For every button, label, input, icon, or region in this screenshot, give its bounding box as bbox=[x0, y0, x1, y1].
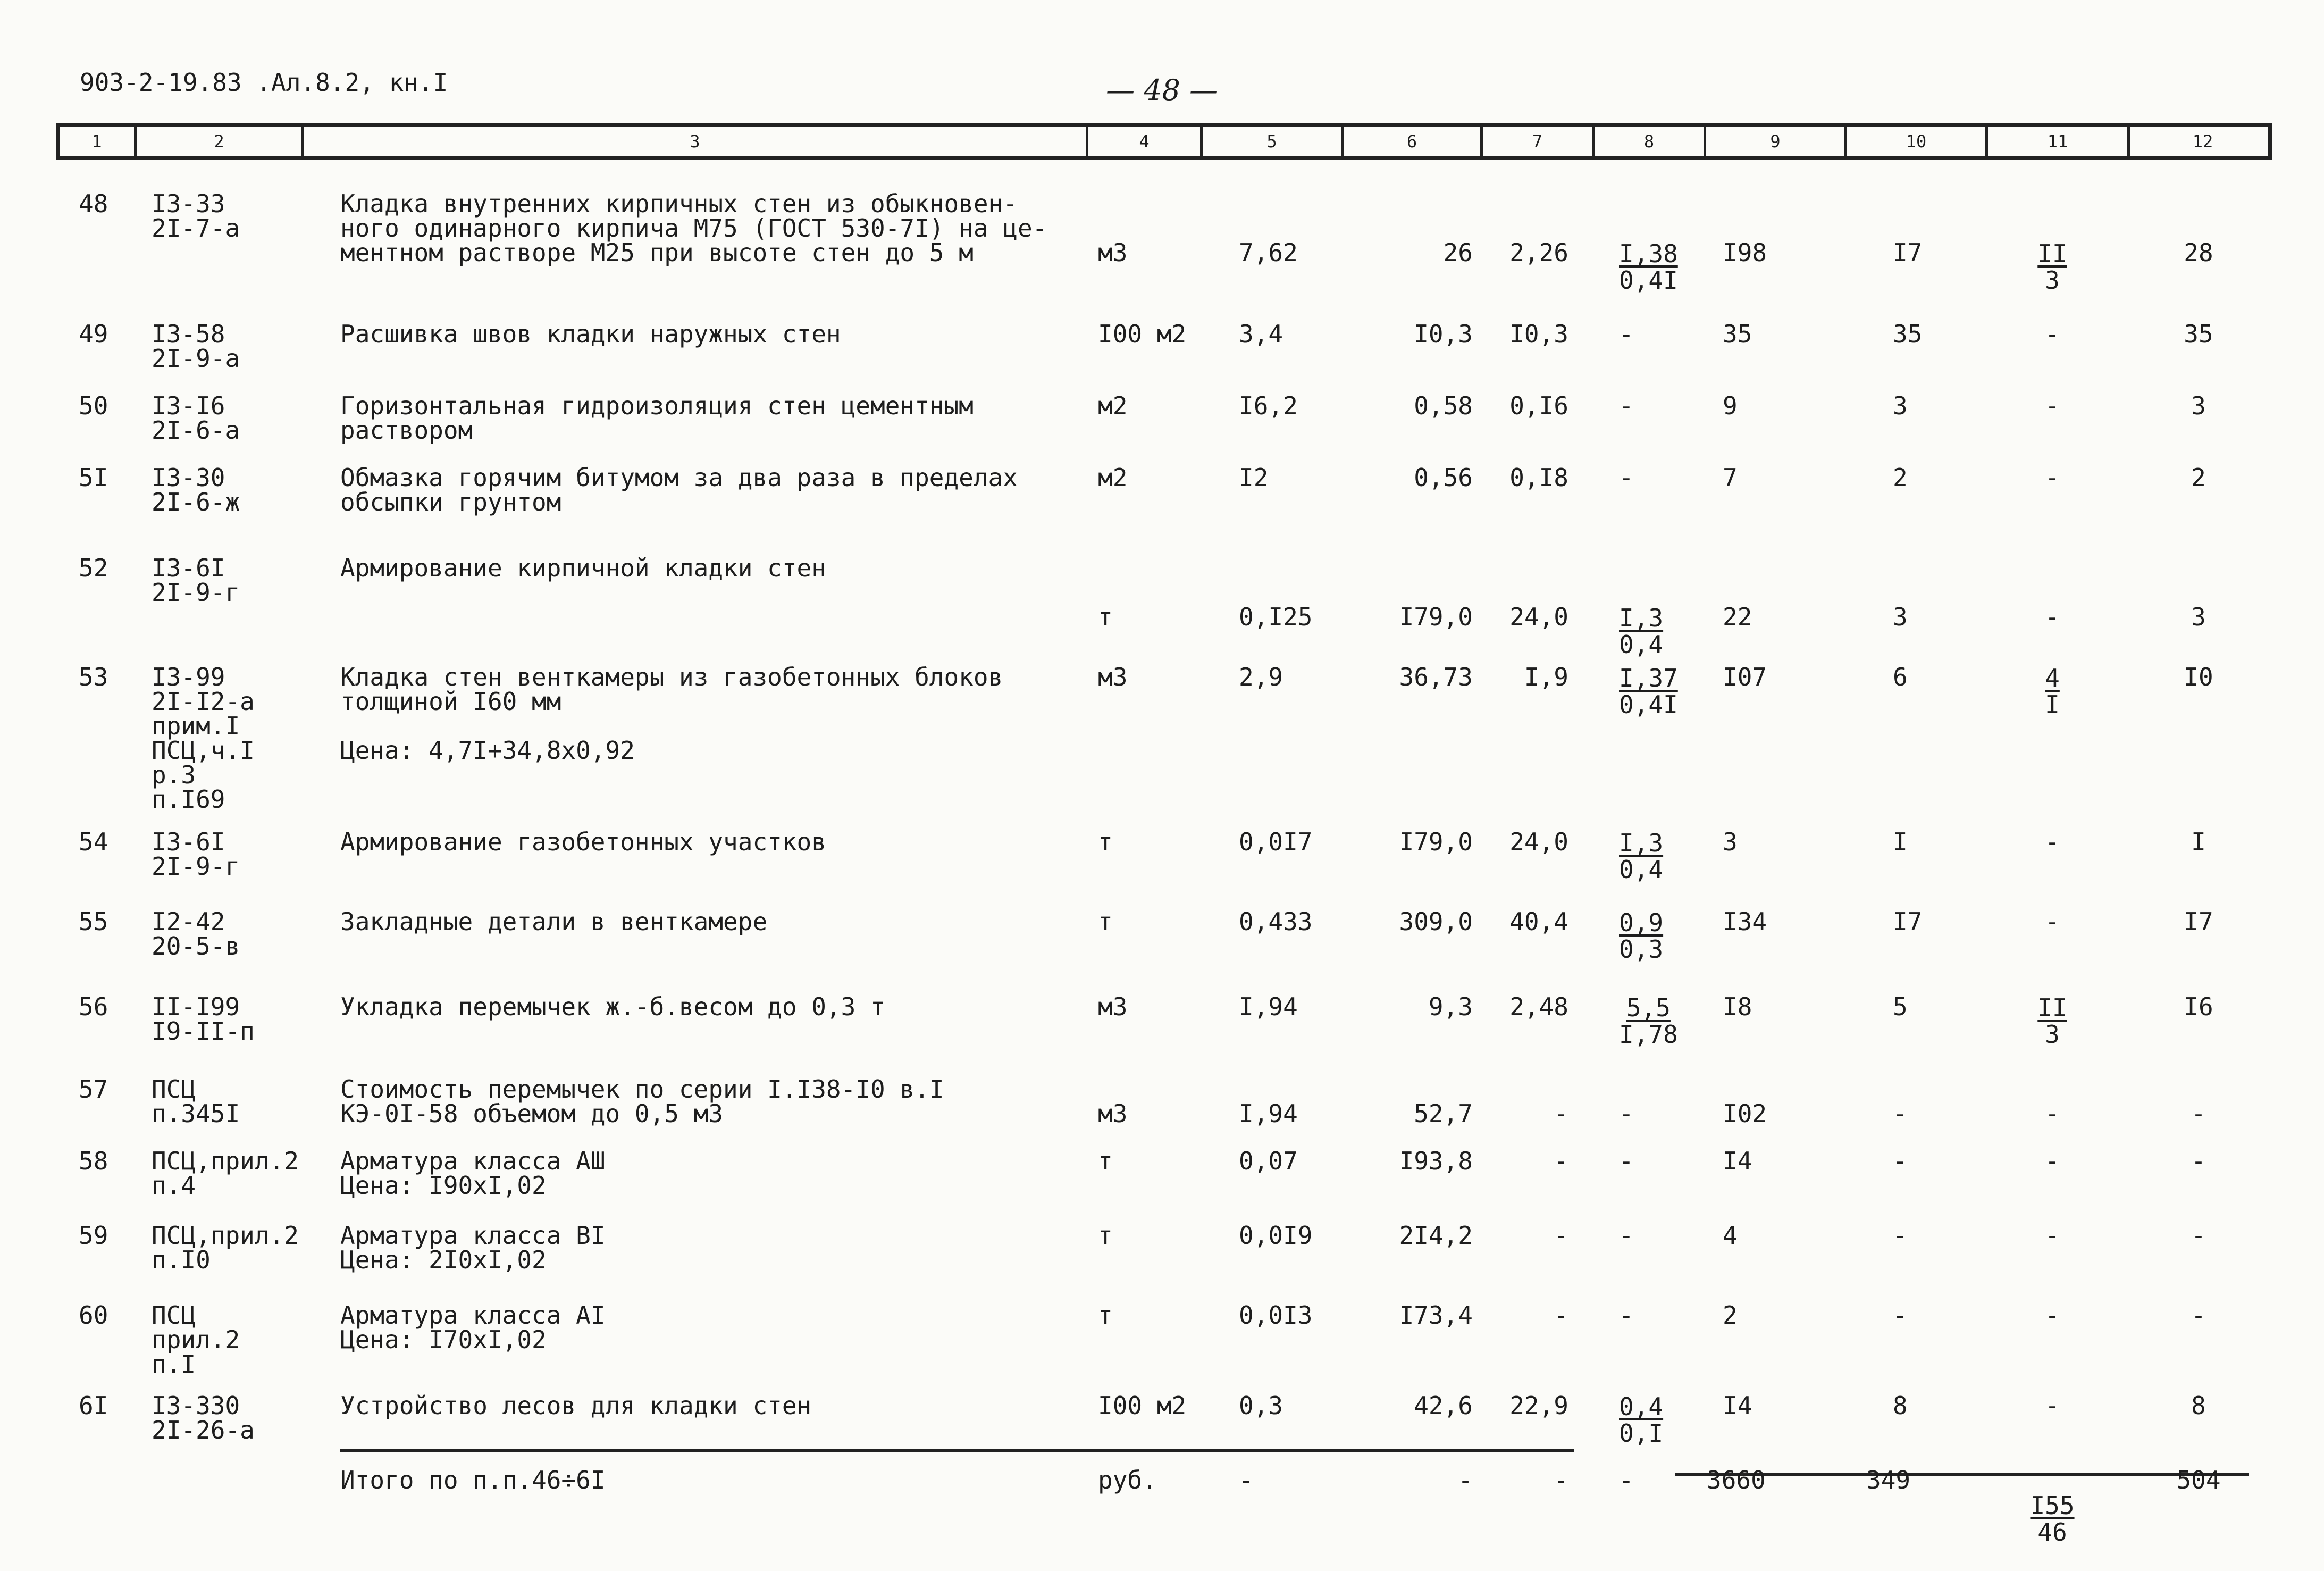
row-code: I3-330 2I-26-а bbox=[152, 1391, 255, 1444]
total-unit: руб. bbox=[1098, 1466, 1157, 1494]
row-unit: м2 bbox=[1098, 391, 1128, 420]
row-description: Армирование газобетонных участков bbox=[340, 828, 826, 856]
row-total: 35 bbox=[1723, 320, 1752, 348]
row-quantity: 0,0I9 bbox=[1239, 1221, 1313, 1250]
row-wage: - bbox=[1554, 1147, 1568, 1175]
row-unit-price: 2I4,2 bbox=[1399, 1221, 1473, 1250]
row-total: I8 bbox=[1723, 992, 1752, 1021]
row-col8-top: 0,4 bbox=[1619, 1392, 1664, 1421]
row-col8-top: I,38 bbox=[1619, 239, 1678, 268]
row-code: I3-6I 2I-9-г bbox=[152, 554, 240, 607]
row-col11: - bbox=[2045, 1301, 2060, 1330]
row-total: I98 bbox=[1723, 238, 1767, 267]
row-col12: 8 bbox=[2191, 1391, 2206, 1420]
row-col8: - bbox=[1619, 463, 1634, 492]
row-number: 53 bbox=[79, 663, 108, 691]
row-col10: - bbox=[1893, 1099, 1908, 1128]
row-wage: - bbox=[1554, 1221, 1568, 1250]
row-quantity: I,94 bbox=[1239, 992, 1298, 1021]
row-unit-price: 36,73 bbox=[1399, 663, 1473, 691]
total-price: - bbox=[1458, 1466, 1473, 1494]
row-col10: 6 bbox=[1893, 663, 1908, 691]
row-description: Арматура класса BI Цена: 2I0хI,02 bbox=[340, 1221, 606, 1274]
row-number: 59 bbox=[79, 1221, 108, 1250]
row-col11: - bbox=[2045, 828, 2060, 856]
row-col8 bbox=[1619, 665, 1704, 718]
col-header-9: 9 bbox=[1706, 127, 1847, 156]
row-unit: м3 bbox=[1098, 238, 1128, 267]
row-unit: м3 bbox=[1098, 992, 1128, 1021]
row-wage: - bbox=[1554, 1099, 1568, 1128]
row-unit-price: 9,3 bbox=[1428, 992, 1473, 1021]
row-number: 48 bbox=[79, 189, 108, 218]
row-col8: - bbox=[1619, 1099, 1634, 1128]
row-col8 bbox=[1619, 1393, 1704, 1447]
document-code: 903-2-19.83 .Ал.8.2, кн.I bbox=[80, 68, 448, 97]
row-code: I3-6I 2I-9-г bbox=[152, 828, 240, 881]
row-col8-bottom: 0,4 bbox=[1619, 630, 1664, 659]
row-quantity: 0,433 bbox=[1239, 907, 1313, 936]
row-code: I3-33 2I-7-а bbox=[152, 189, 240, 243]
total-separator-line bbox=[340, 1449, 1574, 1452]
row-description: Кладка стен венткамеры из газобетонных блоков толщиной I60 мм Цена: 4,7I+34,8х0,92 bbox=[340, 663, 1003, 765]
row-col8-top: I,3 bbox=[1619, 829, 1664, 857]
col-header-5: 5 bbox=[1203, 127, 1344, 156]
row-col8-bottom: 0,3 bbox=[1619, 935, 1664, 964]
row-col8: - bbox=[1619, 391, 1634, 420]
row-code: II-I99 I9-II-п bbox=[152, 992, 255, 1046]
row-unit: т bbox=[1098, 1147, 1113, 1175]
row-total: I4 bbox=[1723, 1391, 1752, 1420]
row-number: 49 bbox=[79, 320, 108, 348]
row-unit-price: 42,6 bbox=[1414, 1391, 1473, 1420]
row-description: Армирование кирпичной кладки стен bbox=[340, 554, 826, 582]
row-total: 4 bbox=[1723, 1221, 1738, 1250]
row-unit-price: I93,8 bbox=[1399, 1147, 1473, 1175]
row-number: 58 bbox=[79, 1147, 108, 1175]
row-wage: 24,0 bbox=[1509, 603, 1568, 631]
row-col8: - bbox=[1619, 320, 1634, 348]
row-unit: т bbox=[1098, 828, 1113, 856]
row-col8-top: 0,9 bbox=[1619, 908, 1664, 937]
row-col10: - bbox=[1893, 1147, 1908, 1175]
row-col12: I bbox=[2191, 828, 2206, 856]
row-col12: - bbox=[2191, 1221, 2206, 1250]
row-description: Укладка перемычек ж.-б.весом до 0,3 т bbox=[340, 992, 885, 1021]
total-wage: - bbox=[1554, 1466, 1568, 1494]
col-header-1: 1 bbox=[60, 127, 137, 156]
row-unit-price: I79,0 bbox=[1399, 603, 1473, 631]
row-col8-top: I,3 bbox=[1619, 604, 1664, 632]
row-col12: 35 bbox=[2184, 320, 2213, 348]
row-quantity: 0,3 bbox=[1239, 1391, 1283, 1420]
row-col11: - bbox=[2045, 1221, 2060, 1250]
total-col10: 349 bbox=[1866, 1466, 1911, 1494]
row-col10: 5 bbox=[1893, 992, 1908, 1021]
row-code: ПСЦ,прил.2 п.I0 bbox=[152, 1221, 299, 1274]
col-header-7: 7 bbox=[1483, 127, 1595, 156]
row-unit-price: 309,0 bbox=[1399, 907, 1473, 936]
col-header-6: 6 bbox=[1344, 127, 1483, 156]
row-description: Расшивка швов кладки наружных стен bbox=[340, 320, 841, 348]
row-unit: м2 bbox=[1098, 463, 1128, 492]
row-col11: - bbox=[2045, 463, 2060, 492]
row-col11: - bbox=[2045, 907, 2060, 936]
row-col10: 2 bbox=[1893, 463, 1908, 492]
row-quantity: 0,I25 bbox=[1239, 603, 1313, 631]
row-quantity: I2 bbox=[1239, 463, 1269, 492]
row-description: Устройство лесов для кладки стен bbox=[340, 1391, 812, 1420]
row-wage: 2,48 bbox=[1509, 992, 1568, 1021]
row-quantity: 2,9 bbox=[1239, 663, 1283, 691]
row-col11: - bbox=[2045, 1391, 2060, 1420]
row-number: 6I bbox=[79, 1391, 108, 1420]
col-header-10: 10 bbox=[1847, 127, 1988, 156]
row-description: Обмазка горячим битумом за два раза в пределах обсыпки грунтом bbox=[340, 463, 1018, 516]
total-col12: 504 bbox=[2176, 1466, 2221, 1494]
row-total: 2 bbox=[1723, 1301, 1738, 1330]
row-number: 60 bbox=[79, 1301, 108, 1330]
row-total: 9 bbox=[1723, 391, 1738, 420]
row-col12: - bbox=[2191, 1099, 2206, 1128]
row-col11: - bbox=[2045, 391, 2060, 420]
row-quantity: I,94 bbox=[1239, 1099, 1298, 1128]
row-col8 bbox=[1619, 909, 1704, 963]
row-quantity: 0,07 bbox=[1239, 1147, 1298, 1175]
row-code: I3-I6 2I-6-а bbox=[152, 391, 240, 445]
row-col8: - bbox=[1619, 1147, 1634, 1175]
row-col12: 2 bbox=[2191, 463, 2206, 492]
row-total: I4 bbox=[1723, 1147, 1752, 1175]
row-col11-top: II bbox=[2037, 993, 2067, 1022]
row-number: 55 bbox=[79, 907, 108, 936]
row-code: I3-30 2I-6-ж bbox=[152, 463, 240, 516]
row-col11-top: 4 bbox=[2045, 664, 2060, 692]
row-col10: 8 bbox=[1893, 1391, 1908, 1420]
col-header-4: 4 bbox=[1088, 127, 1203, 156]
row-code: ПСЦ прил.2 п.I bbox=[152, 1301, 240, 1378]
row-col8-bottom: 0,4 bbox=[1619, 855, 1664, 884]
row-wage: - bbox=[1554, 1301, 1568, 1330]
total-sum: 3660 bbox=[1707, 1466, 1766, 1494]
page-number: — 48 — bbox=[1106, 73, 1219, 107]
col-header-3: 3 bbox=[304, 127, 1088, 156]
row-col12: 3 bbox=[2191, 603, 2206, 631]
row-col11-bottom: I bbox=[2045, 690, 2060, 719]
row-total: I34 bbox=[1723, 907, 1767, 936]
row-unit: м3 bbox=[1098, 663, 1128, 691]
row-col11: - bbox=[2045, 1099, 2060, 1128]
row-unit-price: 52,7 bbox=[1414, 1099, 1473, 1128]
row-wage: I0,3 bbox=[1509, 320, 1568, 348]
row-quantity: 0,0I3 bbox=[1239, 1301, 1313, 1330]
row-col12: I7 bbox=[2184, 907, 2213, 936]
row-col10: I bbox=[1893, 828, 1908, 856]
row-number: 50 bbox=[79, 391, 108, 420]
column-header-row bbox=[56, 123, 2272, 160]
row-wage: 2,26 bbox=[1509, 238, 1568, 267]
row-quantity: 7,62 bbox=[1239, 238, 1298, 267]
row-col10: 35 bbox=[1893, 320, 1923, 348]
row-number: 5I bbox=[79, 463, 108, 492]
row-col10: I7 bbox=[1893, 238, 1923, 267]
row-description: Закладные детали в венткамере bbox=[340, 907, 768, 936]
row-description: Стоимость перемычек по серии I.I38-I0 в.I КЭ-0I-58 объемом до 0,5 м3 bbox=[340, 1075, 944, 1128]
row-unit-price: I73,4 bbox=[1399, 1301, 1473, 1330]
row-col10: 3 bbox=[1893, 391, 1908, 420]
row-quantity: 3,4 bbox=[1239, 320, 1283, 348]
row-unit: т bbox=[1098, 1221, 1113, 1250]
row-col11: - bbox=[2045, 1147, 2060, 1175]
row-col11-bottom: 3 bbox=[2045, 1020, 2060, 1049]
row-total: 22 bbox=[1723, 603, 1752, 631]
total-col11-bottom: 46 bbox=[2037, 1518, 2067, 1547]
row-code: ПСЦ,прил.2 п.4 bbox=[152, 1147, 299, 1200]
row-col12: - bbox=[2191, 1301, 2206, 1330]
row-col12: - bbox=[2191, 1147, 2206, 1175]
row-number: 57 bbox=[79, 1075, 108, 1104]
row-col11: - bbox=[2045, 603, 2060, 631]
row-unit: I00 м2 bbox=[1098, 1391, 1187, 1420]
row-col8 bbox=[1619, 240, 1704, 294]
row-col11: - bbox=[2045, 320, 2060, 348]
row-code: I3-99 2I-I2-а прим.I ПСЦ,ч.I р.3 п.I69 bbox=[152, 663, 255, 814]
total-col8: - bbox=[1619, 1466, 1634, 1494]
row-col12: I6 bbox=[2184, 992, 2213, 1021]
row-col8-bottom: I,78 bbox=[1619, 1020, 1678, 1049]
col-header-2: 2 bbox=[137, 127, 304, 156]
row-code: I3-58 2I-9-а bbox=[152, 320, 240, 373]
row-unit: т bbox=[1098, 907, 1113, 936]
row-wage: 0,I6 bbox=[1509, 391, 1568, 420]
row-col12: 3 bbox=[2191, 391, 2206, 420]
total-col11 bbox=[2020, 1468, 2084, 1545]
row-total: 7 bbox=[1723, 463, 1738, 492]
row-col11 bbox=[2020, 995, 2084, 1048]
row-quantity: I6,2 bbox=[1239, 391, 1298, 420]
row-wage: 24,0 bbox=[1509, 828, 1568, 856]
row-col11 bbox=[2020, 665, 2084, 718]
row-total: I07 bbox=[1723, 663, 1767, 691]
row-col8-top: I,37 bbox=[1619, 664, 1678, 692]
row-unit-price: 26 bbox=[1443, 238, 1473, 267]
row-unit: т bbox=[1098, 603, 1113, 631]
total-label: Итого по п.п.46÷6I bbox=[340, 1466, 606, 1494]
row-col8: - bbox=[1619, 1301, 1634, 1330]
row-unit: т bbox=[1098, 1301, 1113, 1330]
row-col8: - bbox=[1619, 1221, 1634, 1250]
col-header-8: 8 bbox=[1595, 127, 1706, 156]
row-description: Горизонтальная гидроизоляция стен цементным раствором bbox=[340, 391, 974, 445]
row-col8-bottom: 0,4I bbox=[1619, 690, 1678, 719]
row-unit-price: 0,58 bbox=[1414, 391, 1473, 420]
total-qty: - bbox=[1239, 1466, 1254, 1494]
row-unit-price: I0,3 bbox=[1414, 320, 1473, 348]
row-unit: I00 м2 bbox=[1098, 320, 1187, 348]
row-description: Арматура класса АI Цена: I70хI,02 bbox=[340, 1301, 606, 1354]
row-col10: I7 bbox=[1893, 907, 1923, 936]
row-col10: - bbox=[1893, 1221, 1908, 1250]
col-header-11: 11 bbox=[1988, 127, 2130, 156]
total-col11-top: I55 bbox=[2030, 1491, 2075, 1520]
col-header-12: 12 bbox=[2192, 131, 2213, 152]
row-col12: I0 bbox=[2184, 663, 2213, 691]
row-col8-bottom: 0,I bbox=[1619, 1419, 1664, 1448]
row-total: 3 bbox=[1723, 828, 1738, 856]
row-wage: I,9 bbox=[1524, 663, 1568, 691]
row-unit: м3 bbox=[1098, 1099, 1128, 1128]
row-quantity: 0,0I7 bbox=[1239, 828, 1313, 856]
row-wage: 22,9 bbox=[1509, 1391, 1568, 1420]
row-number: 54 bbox=[79, 828, 108, 856]
row-col10: - bbox=[1893, 1301, 1908, 1330]
row-unit-price: I79,0 bbox=[1399, 828, 1473, 856]
row-description: Арматура класса АШ Цена: I90хI,02 bbox=[340, 1147, 606, 1200]
row-col8 bbox=[1619, 605, 1704, 658]
row-total: I02 bbox=[1723, 1099, 1767, 1128]
row-wage: 40,4 bbox=[1509, 907, 1568, 936]
row-col10: 3 bbox=[1893, 603, 1908, 631]
row-col11-bottom: 3 bbox=[2045, 266, 2060, 295]
row-col8 bbox=[1619, 995, 1704, 1048]
row-code: I2-42 20-5-в bbox=[152, 907, 240, 960]
row-number: 52 bbox=[79, 554, 108, 582]
row-col11-top: II bbox=[2037, 239, 2067, 268]
row-col11 bbox=[2020, 240, 2084, 294]
row-col8 bbox=[1619, 830, 1704, 883]
row-col8-top: 5,5 bbox=[1626, 993, 1671, 1022]
row-number: 56 bbox=[79, 992, 108, 1021]
row-wage: 0,I8 bbox=[1509, 463, 1568, 492]
row-unit-price: 0,56 bbox=[1414, 463, 1473, 492]
row-code: ПСЦ п.345I bbox=[152, 1075, 240, 1128]
row-col8-bottom: 0,4I bbox=[1619, 266, 1678, 295]
row-col12: 28 bbox=[2184, 238, 2213, 267]
row-description: Кладка внутренних кирпичных стен из обыкновен- ного одинарного кирпича М75 (ГОСТ 530-7I) на це- ментном растворе М25 при высоте стен до 5 м bbox=[340, 189, 1047, 267]
